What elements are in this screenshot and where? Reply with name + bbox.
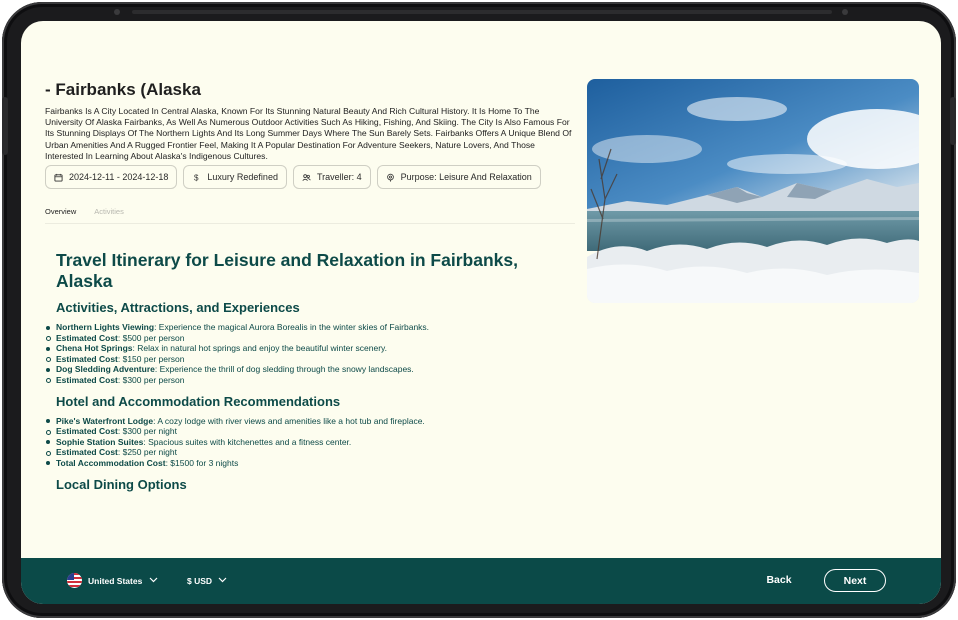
landscape-image xyxy=(587,79,919,303)
country-selector[interactable]: United States xyxy=(88,576,143,586)
item-label: Pike's Waterfront Lodge xyxy=(56,415,154,426)
item-label: Estimated Cost xyxy=(56,374,118,385)
item-text: : $500 per person xyxy=(117,332,185,343)
sensor-dot xyxy=(842,9,848,15)
item-text: : A cozy lodge with river views and amenities like a hot tub and fireplace. xyxy=(153,415,425,426)
budget-chip-label: Luxury Redefined xyxy=(207,172,278,182)
power-button xyxy=(950,97,956,145)
tab-activities[interactable]: Activities xyxy=(94,207,124,216)
hotels-list xyxy=(56,416,546,469)
itinerary-title: Travel Itinerary for Leisure and Relaxation in Fairbanks, Alaska xyxy=(56,250,518,291)
item-text: : Spacious suites with kitchenettes and a fitness center. xyxy=(143,436,352,447)
travellers-chip xyxy=(293,165,371,189)
item-text: : Relax in natural hot springs and enjoy the beautiful winter scenery. xyxy=(132,343,388,354)
users-icon xyxy=(302,173,311,182)
item-label: Chena Hot Springs xyxy=(56,343,133,354)
tabs-divider xyxy=(45,223,575,224)
list-item xyxy=(56,458,546,469)
item-label: Estimated Cost xyxy=(56,426,118,437)
list-item xyxy=(56,343,546,354)
dates-chip-label: 2024-12-11 - 2024-12-18 xyxy=(69,172,169,182)
currency-selector[interactable]: $ USD xyxy=(187,576,213,586)
itinerary-content xyxy=(56,250,546,499)
list-item xyxy=(56,447,546,458)
hotels-heading: Hotel and Accommodation Recommendations xyxy=(56,393,341,409)
back-button[interactable]: Back xyxy=(753,568,805,592)
item-label: Estimated Cost xyxy=(56,353,118,364)
purpose-chip-label: Purpose: Leisure And Relaxation xyxy=(400,172,532,182)
calendar-icon xyxy=(54,173,63,182)
top-speaker xyxy=(132,10,832,14)
item-text: : Experience the thrill of dog sledding through the snowy landscapes. xyxy=(154,364,414,375)
destination-description: Fairbanks Is A City Located In Central Alaska, Known For Its Stunning Natural Beauty And Rich Cultural History. It Is Home To The University Of Alaska Fairbanks, As Well As Numerous Outdoor Activities Such As Hiking, Fishing, And Skiing. The City Is Also Famous For Its Stunning Displays Of The Northern Lights And Its Long Summer Days Where The Sun Barely Sets. Fairbanks Offers A Unique Blend Of Urban Amenities And A Rugged Frontier Feel, Making It A Popular Destination For Adventure Seekers, Nature Lovers, And Those Interested In Learning About Alaska's Indigenous Cultures. xyxy=(45,106,572,161)
content-tabs xyxy=(45,207,124,216)
purpose-chip xyxy=(377,165,541,189)
item-text: : $150 per person xyxy=(117,353,185,364)
list-item xyxy=(56,333,546,344)
svg-text:$: $ xyxy=(194,173,199,182)
item-label: Sophie Station Suites xyxy=(56,436,144,447)
chevron-down-icon[interactable] xyxy=(149,577,158,583)
list-item xyxy=(56,426,546,437)
target-icon xyxy=(386,173,395,182)
item-label: Dog Sledding Adventure xyxy=(56,364,155,375)
bottom-bar xyxy=(21,558,941,604)
destination-photo xyxy=(587,79,919,303)
volume-button xyxy=(2,97,8,155)
tab-overview[interactable]: Overview xyxy=(45,207,77,216)
list-item xyxy=(56,437,546,448)
item-text: : $1500 for 3 nights xyxy=(165,457,239,468)
activities-heading: Activities, Attractions, and Experiences xyxy=(56,300,300,315)
list-item xyxy=(56,322,546,333)
item-text: : $300 per person xyxy=(117,374,185,385)
item-label: Total Accommodation Cost xyxy=(56,457,166,468)
item-text: : $250 per night xyxy=(117,447,177,458)
next-button[interactable]: Next xyxy=(824,569,886,592)
dollar-icon xyxy=(192,173,201,182)
tablet-frame xyxy=(2,2,956,618)
item-text: : $300 per night xyxy=(117,426,177,437)
dining-heading: Local Dining Options xyxy=(56,476,187,492)
list-item xyxy=(56,375,546,386)
destination-title: - Fairbanks (Alaska xyxy=(45,80,201,99)
item-label: Estimated Cost xyxy=(56,447,118,458)
app-screen xyxy=(21,21,941,604)
budget-chip xyxy=(183,165,287,189)
travellers-chip-label: Traveller: 4 xyxy=(316,172,362,182)
list-item xyxy=(56,416,546,427)
dates-chip xyxy=(45,165,177,189)
camera-dot xyxy=(114,9,120,15)
item-label: Estimated Cost xyxy=(56,332,118,343)
list-item xyxy=(56,364,546,375)
item-label: Northern Lights Viewing xyxy=(56,322,155,332)
item-text: : Experience the magical Aurora Borealis in the winter skies of Fairbanks. xyxy=(154,322,430,332)
list-item xyxy=(56,354,546,365)
activities-list xyxy=(56,322,546,386)
trip-info-chips xyxy=(45,165,541,189)
us-flag-icon xyxy=(67,573,82,588)
chevron-down-icon[interactable] xyxy=(218,577,227,583)
